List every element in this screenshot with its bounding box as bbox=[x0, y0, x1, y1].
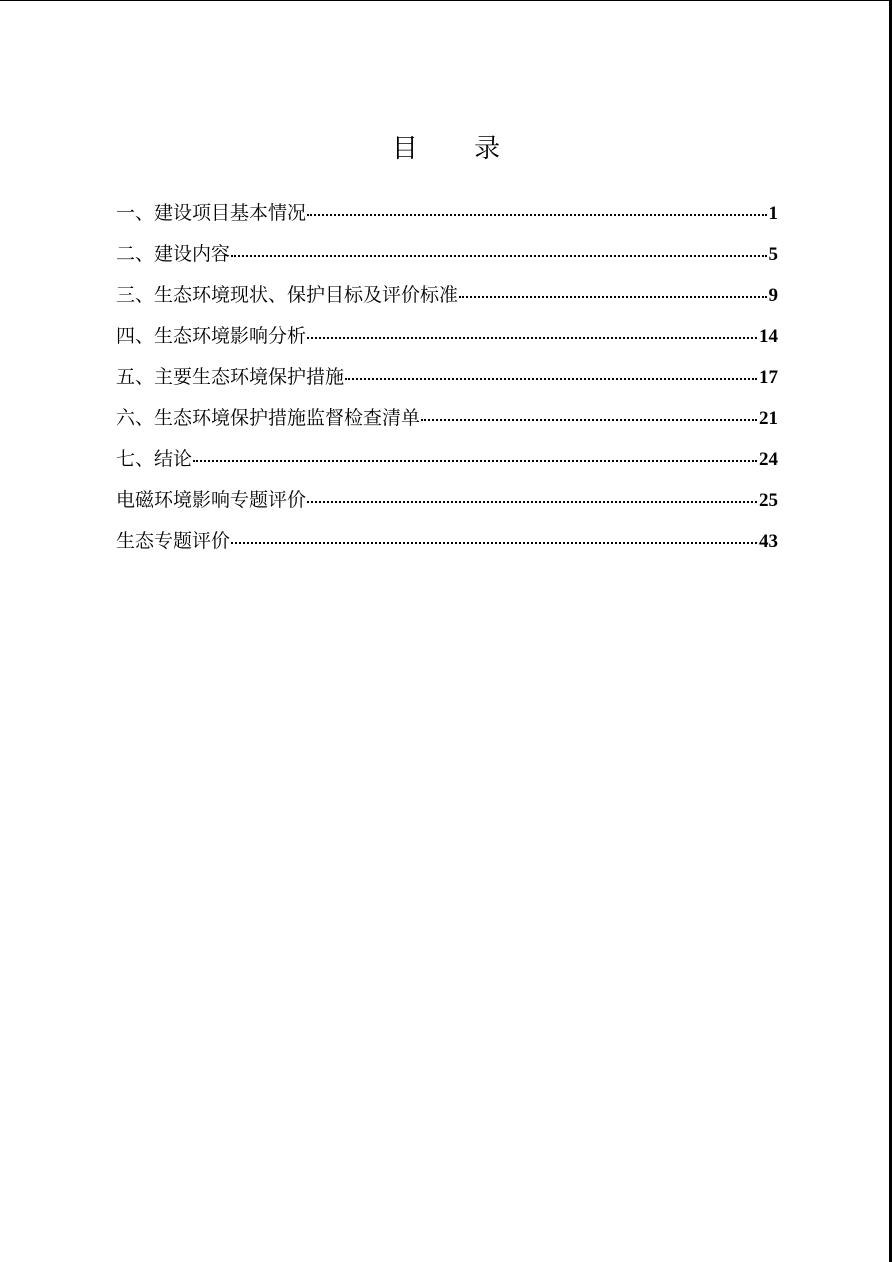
toc-entry-3[interactable] bbox=[116, 280, 778, 321]
toc-entry-8[interactable] bbox=[116, 485, 778, 526]
toc-entry-label: 三、生态环境现状、保护目标及评价标准 bbox=[116, 284, 459, 306]
toc-dot-leader bbox=[231, 542, 757, 544]
toc-dot-leader bbox=[193, 460, 757, 462]
toc-entry-page: 24 bbox=[759, 449, 778, 470]
toc-entry-label: 五、主要生态环境保护措施 bbox=[116, 366, 345, 388]
page-title: 目 录 bbox=[391, 134, 525, 164]
toc-dot-leader bbox=[421, 419, 757, 421]
toc-entry-2[interactable] bbox=[116, 239, 778, 280]
toc-dot-leader bbox=[231, 255, 766, 257]
toc-entry-page: 43 bbox=[759, 531, 778, 552]
toc-entry-page: 21 bbox=[759, 408, 778, 429]
toc-dot-leader bbox=[459, 296, 766, 298]
toc-entry-label: 二、建设内容 bbox=[116, 243, 231, 265]
toc-entry-label: 一、建设项目基本情况 bbox=[116, 202, 307, 224]
toc-entry-label: 七、结论 bbox=[116, 448, 193, 470]
toc-entry-4[interactable] bbox=[116, 321, 778, 362]
table-of-contents bbox=[116, 198, 778, 567]
toc-dot-leader bbox=[345, 378, 757, 380]
toc-entry-page: 1 bbox=[768, 203, 778, 224]
toc-entry-page: 9 bbox=[768, 285, 778, 306]
toc-dot-leader bbox=[307, 501, 757, 503]
toc-entry-5[interactable] bbox=[116, 362, 778, 403]
toc-dot-leader bbox=[307, 337, 757, 339]
toc-entry-7[interactable] bbox=[116, 444, 778, 485]
page-top-border bbox=[0, 0, 892, 1]
toc-entry-label: 四、生态环境影响分析 bbox=[116, 325, 307, 347]
toc-entry-label: 六、生态环境保护措施监督检查清单 bbox=[116, 407, 421, 429]
toc-dot-leader bbox=[307, 214, 766, 216]
toc-entry-label: 电磁环境影响专题评价 bbox=[116, 489, 307, 511]
toc-entry-page: 25 bbox=[759, 490, 778, 511]
toc-entry-6[interactable] bbox=[116, 403, 778, 444]
toc-entry-page: 5 bbox=[768, 244, 778, 265]
toc-entry-page: 14 bbox=[759, 326, 778, 347]
toc-entry-label: 生态专题评价 bbox=[116, 530, 231, 552]
toc-entry-page: 17 bbox=[759, 367, 778, 388]
toc-entry-1[interactable] bbox=[116, 198, 778, 239]
toc-entry-9[interactable] bbox=[116, 526, 778, 567]
